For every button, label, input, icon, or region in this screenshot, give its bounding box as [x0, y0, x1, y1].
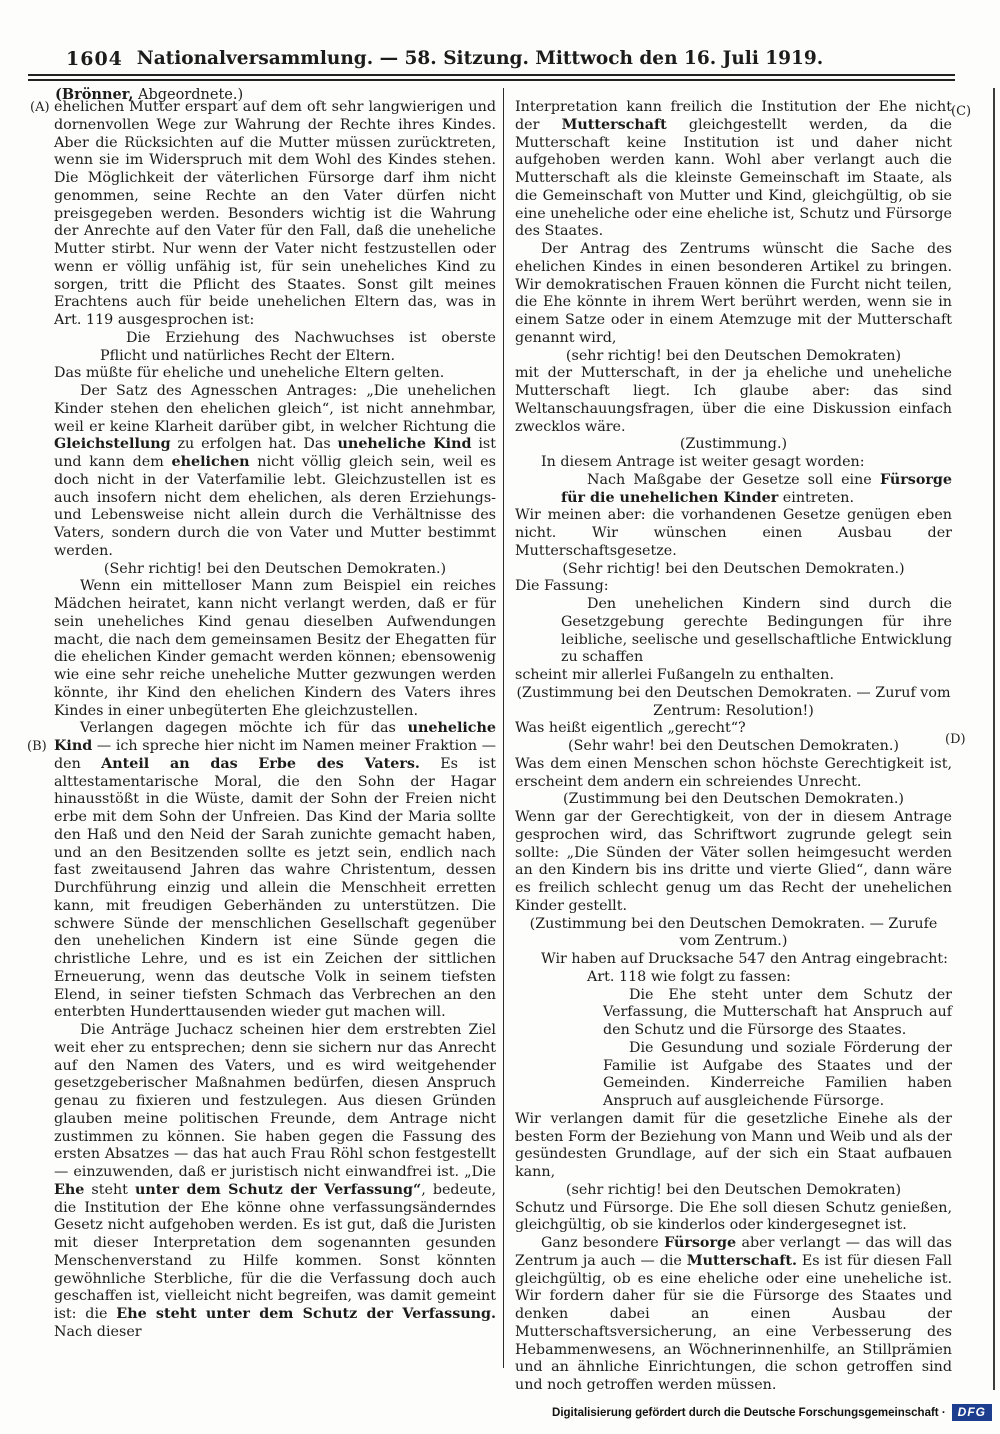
text-run: steht — [84, 1181, 135, 1198]
bold-text-run: Gleichstellung — [54, 436, 171, 453]
text-run: Wenn ein mittelloser Mann zum Beispiel ein reiches Mädchen heiratet, kann nicht verlangt werden, daß er für sein uneheliches Kind genau dieselben Aufwendungen macht, die nach dem gemeinsamen Besitz der Ehegatten für die ehelichen Kinder gemacht werden können; ebensowenig wie eine sehr reiche uneheliche Mutter gezwungen werden könnte, ihr Kind den ehelichen Kindern des Vaters ihres Kindes in einer unbegüterten Ehe gleichzustellen. — [54, 578, 496, 719]
text-run: Wenn gar der Gerechtigkeit, von der in diesem Antrage gesprochen wird, das Schriftwort zugrunde gelegt sein sollte: „Die Sünden der Väter sollen heimgesucht werden an den Kindern bis ins dritte und vierte Glied“, dann wäre es freilich schlecht genug um das Recht der unehelichen Kinder gestellt. — [515, 809, 952, 914]
page-title: Nationalversammlung. — 58. Sitzung. Mittwoch den 16. Juli 1919. — [136, 48, 824, 69]
speaker-role: Abgeordnete.) — [133, 87, 244, 103]
text-run: scheint mir allerlei Fußangeln zu enthalten. — [515, 667, 835, 683]
text-run: ist und kann dem — [54, 436, 496, 470]
paragraph — [515, 365, 952, 436]
bold-text-run: uneheliche Kind — [337, 436, 472, 453]
paragraph — [54, 365, 496, 383]
text-run: Ganz besondere — [541, 1235, 665, 1251]
block-quote — [561, 472, 952, 508]
paragraph — [515, 454, 952, 472]
interjection-line — [515, 348, 952, 366]
paragraph — [54, 1022, 496, 1342]
paragraph — [515, 241, 952, 348]
text-run: Schutz und Fürsorge. Die Ehe soll diesen Schutz genießen, gleichgültig, ob sie kinderlos oder kindergesegnet ist. — [515, 1199, 952, 1234]
text-run: nicht völlig gleich sein, weil es doch nicht in der Vaterfamilie lebt. Gleichzustellen ist es auch insofern nicht dem ehelichen, als deren Erziehungs- und Lebensweise nicht allein durch die Verhältnisse des Vaters, sondern durch die von Vater und Mutter bestimmt werden. — [54, 454, 496, 559]
paragraph — [515, 507, 952, 560]
text-run: (Zustimmung bei den Deutschen Demokraten. — Zurufe vom Zentrum.) — [529, 915, 938, 950]
text-run: Wir verlangen damit für die gesetzliche Einehe als der besten Form der Beziehung von Mann und Weib und als der gesündesten Grundlage, auf der sich ein Staat aufbauen kann, — [515, 1110, 952, 1180]
digitization-credit — [552, 1404, 992, 1421]
interjection-line — [54, 561, 496, 579]
paragraph — [54, 720, 496, 1022]
column-marker-c: (C) — [951, 104, 972, 119]
header-double-rule — [28, 74, 955, 81]
text-run: zu erfolgen hat. Das — [170, 436, 338, 453]
bold-text-run: Anteil an das Erbe des Vaters. — [101, 755, 420, 772]
text-run: mit der Mutterschaft, in der ja eheliche und uneheliche Mutterschaft liegt. Ich glaube aber: das sind Weltanschauungsfragen, über die eine Diskussion einfach zwecklos wäre. — [515, 365, 952, 435]
credit-text: Digitalisierung gefördert durch die Deutsche Forschungsgemeinschaft · — [552, 1406, 946, 1419]
text-run: Was heißt eigentlich „gerecht“? — [515, 720, 746, 737]
text-run: (Zustimmung bei den Deutschen Demokraten. — Zuruf vom Zentrum: Resolution!) — [516, 684, 951, 719]
text-run: Die Gesundung und soziale Förderung der Familie ist Aufgabe des Staates und der Gemeinden. Kinderreiche Familien haben Anspruch auf ausgleichende Fürsorge. — [603, 1039, 952, 1109]
paragraph — [515, 578, 952, 596]
block-quote — [603, 987, 952, 1040]
text-run: Die Anträge Juchacz scheinen hier dem erstrebten Ziel weit eher zu entsprechen; denn sie sichern nur das Anrecht auf den Namen des Vaters, und es wird weitgehender gesetzgeberischer Maßnahmen bedürfen, diesen Anspruch genau zu fixieren und festzulegen. Aus diesen Gründen glauben meine politischen Freunde, dem Antrage nicht zustimmen zu können. Sie haben gegen die Fassung des ersten Absatzes — das hat auch Frau Röhl schon festgestellt — einzuwenden, daß er juristisch nicht einwandfrei ist. „Die — [54, 1022, 496, 1180]
text-run: Nach Maßgabe der Gesetze soll eine — [587, 471, 880, 488]
interjection-line — [515, 791, 952, 809]
block-quote — [603, 1040, 952, 1111]
bold-text-run: Mutterschaft — [561, 116, 667, 133]
page-number: 1604 — [66, 48, 123, 70]
text-run: Das müßte für eheliche und uneheliche Eltern gelten. — [54, 365, 445, 382]
text-run: (Sehr richtig! bei den Deutschen Demokraten.) — [103, 560, 447, 577]
text-run: — ich spreche hier nicht im Namen meiner Fraktion — den — [54, 738, 496, 772]
text-run: Verlangen dagegen möchte ich für das — [80, 720, 408, 737]
text-run: (sehr richtig! bei den Deutschen Demokraten) — [565, 1181, 902, 1198]
text-run: Die Ehe steht unter dem Schutz der Verfassung, die Mutterschaft hat Anspruch auf den Schutz und die Fürsorge des Staates. — [603, 986, 952, 1038]
paragraph — [515, 809, 952, 916]
bold-text-run: unter dem Schutz der Verfassung“ — [134, 1181, 422, 1198]
dfg-logo: DFG — [952, 1404, 992, 1421]
text-run: (Zustimmung.) — [679, 436, 788, 453]
text-run: (Sehr richtig! bei den Deutschen Demokraten.) — [562, 560, 905, 577]
page-edge-line — [993, 88, 995, 1390]
text-run: Es ist für diesen Fall gleichgültig, ob es eine eheliche oder eine uneheliche ist. Wir fordern daher für sie die Fürsorge des Staates und denken dabei an einen Ausbau der Mutterschaftsversicherung, an eine Verbesserung des Hebammenwesens, an Wöchnerinnenhilfe, an Stillprämien und an ähnliche Einrichtungen, die schon getroffen sind und noch getroffen werden müssen. — [515, 1252, 952, 1393]
interjection-line — [515, 436, 952, 454]
bold-text-run: Fürsorge — [664, 1235, 737, 1251]
column-divider-line — [503, 88, 504, 1368]
text-run: Es ist alttestamentarische Moral, die den Sohn der Hagar hinausstößt in die Wüste, damit der Sohn der Freien nicht erbe mit dem Sohn der Unfreien. Das Kind der Maria sollte den Haß und den Neid der Sarah zunichte gemacht haben, und an den Besitzenden sollte es jetzt sein, endlich nach fast zweitausend Jahren das wahre Christentum, dessen Durchführung einzig und allein die Menschheit erretten kann, mit freudigen Geberhänden zu unterstützen. Die schwere Sünde der menschlichen Gesellschaft gegenüber den unehelichen Kindern ist eine Sünde gegen die christliche Lehre, und es ist ein Zeichen der sittlichen Erneuerung, wenn das deutsche Volk in seinem tiefsten Elend, in seiner tiefsten Schmach das Verbrechen an den enterbten Hunderttausenden wieder gut machen will. — [54, 755, 496, 1021]
speaker-name: (Brönner, — [55, 86, 134, 103]
text-run: ehelichen Mutter erspart auf dem oft sehr langwierigen und dornenvollen Wege zur Wahrung der Rechte ihres Kindes. Aber die Rücksichten auf die Mutter müssen zurücktreten, wenn sie im Widerspruch mit dem Wohl des Kindes stehen. Die Möglichkeit der väterlichen Fürsorge darf ihm nicht genommen, seine Rechte an den Vater dürfen nicht preisgegeben werden. Besonders wichtig ist die Wahrung der Anrechte auf den Vater für den Fall, daß die uneheliche Mutter stirbt. Nur wenn der Vater nicht festzustellen oder wenn er völlig unfähig ist, für sein uneheliches Kind zu sorgen, tritt die Pflicht des Staates. Sonst gilt meines Erachtens auch für beide unehelichen Eltern das, was in Art. 119 ausgesprochen ist: — [54, 99, 496, 328]
bold-text-run: ehelichen — [171, 454, 250, 470]
paragraph — [515, 667, 952, 685]
text-run: Der Antrag des Zentrums wünscht die Sache des ehelichen Kindes in einen besonderen Artikel zu bringen. Wir demokratischen Frauen können die Furcht nicht teilen, die Ehe könnte in ihrem Wert berührt werden, wenn sie in einem Satze oder in einem Atemzuge mit der Mutterschaft genannt wird, — [515, 241, 952, 346]
paragraph — [54, 578, 496, 720]
text-run: (Zustimmung bei den Deutschen Demokraten.) — [563, 791, 904, 808]
text-run: Was dem einen Menschen schon höchste Gerechtigkeit ist, erscheint dem andern ein schreiendes Unrecht. — [515, 755, 952, 790]
bold-text-run: Mutterschaft. — [686, 1252, 797, 1269]
bold-text-run: Ehe steht unter dem Schutz der Verfassung. — [116, 1306, 497, 1322]
text-run: Den unehelichen Kindern sind durch die Gesetzgebung gerechte Bedingungen für ihre leibliche, seelische und gesellschaftliche Entwicklung zu schaffen — [561, 596, 952, 666]
text-run: (sehr richtig! bei den Deutschen Demokraten) — [565, 347, 902, 364]
interjection-line — [515, 1182, 952, 1200]
text-run: gleichgestellt werden, da die Mutterschaft keine Institution ist und daher nicht aufgehoben werden kann. Wohl aber verlangt auch die Mutterschaft als die kleinste Gemeinschaft im Staate, als die Gemeinschaft von Mutter und Kind, gleichgültig, ob sie eine uneheliche oder eine eheliche ist, Schutz und Fürsorge des Staates. — [515, 116, 952, 240]
block-quote — [561, 969, 952, 987]
text-run: eintreten. — [778, 489, 855, 506]
text-run: Wir haben auf Drucksache 547 den Antrag eingebracht: — [541, 951, 948, 967]
interjection-line — [515, 685, 952, 721]
bold-text-run: Fürsorge für die unehelichen Kinder — [561, 471, 952, 506]
paragraph — [515, 1235, 952, 1395]
interjection-line — [515, 738, 952, 756]
block-quote — [561, 596, 952, 667]
text-column-left — [54, 99, 496, 1342]
column-marker-a: (A) — [30, 100, 50, 115]
bold-text-run: uneheliche Kind — [54, 720, 496, 754]
column-marker-b: (B) — [27, 739, 47, 754]
text-run: Wir meinen aber: die vorhandenen Gesetze genügen eben nicht. Wir wünschen einen Ausbau der Mutterschaftsgesetze. — [515, 507, 952, 559]
text-run: (Sehr wahr! bei den Deutschen Demokraten.) — [568, 738, 899, 754]
text-run: Die Fassung: — [515, 578, 609, 595]
text-run: aber verlangt — das will das Zentrum ja auch — die — [515, 1235, 953, 1269]
paragraph — [54, 383, 496, 561]
block-quote — [100, 330, 496, 366]
text-run: Nach dieser — [54, 1323, 142, 1340]
text-run: Der Satz des Agnesschen Antrages: „Die unehelichen Kinder stehen den ehelichen gleich“, ist nicht annehmbar, weil er keine Klarheit darüber gibt, in welcher Richtung die — [54, 383, 496, 435]
text-run: Interpretation kann freilich die Institution der Ehe nicht der — [515, 99, 952, 133]
paragraph — [515, 951, 952, 969]
interjection-line — [515, 561, 952, 579]
column-marker-d: (D) — [945, 732, 966, 747]
paragraph — [54, 99, 496, 330]
text-column-right — [515, 99, 952, 1395]
paragraph — [515, 1200, 952, 1236]
paragraph — [515, 756, 952, 792]
paragraph — [515, 99, 952, 241]
text-run: Art. 118 wie folgt zu fassen: — [587, 968, 791, 985]
text-run: , bedeute, die Institution der Ehe könne ohne verfassungsänderndes Gesetz nicht aufgehoben werden. Es ist gut, daß die Juristen mit dieser Interpretation dem sogenannten gesunden Menschenverstand zu Hilfe kommen. Sonst könnten gewöhnliche Sterbliche, für die die Verfassung doch auch geschaffen ist, vielleicht nicht begreifen, was damit gemeint ist: die — [54, 1181, 497, 1322]
text-run: In diesem Antrage ist weiter gesagt worden: — [541, 454, 865, 470]
bold-text-run: Ehe — [54, 1181, 85, 1198]
text-run: Die Erziehung des Nachwuchses ist oberste Pflicht und natürliches Recht der Eltern. — [100, 329, 496, 364]
paragraph — [515, 1111, 952, 1182]
paragraph — [515, 720, 952, 738]
interjection-line — [515, 916, 952, 952]
